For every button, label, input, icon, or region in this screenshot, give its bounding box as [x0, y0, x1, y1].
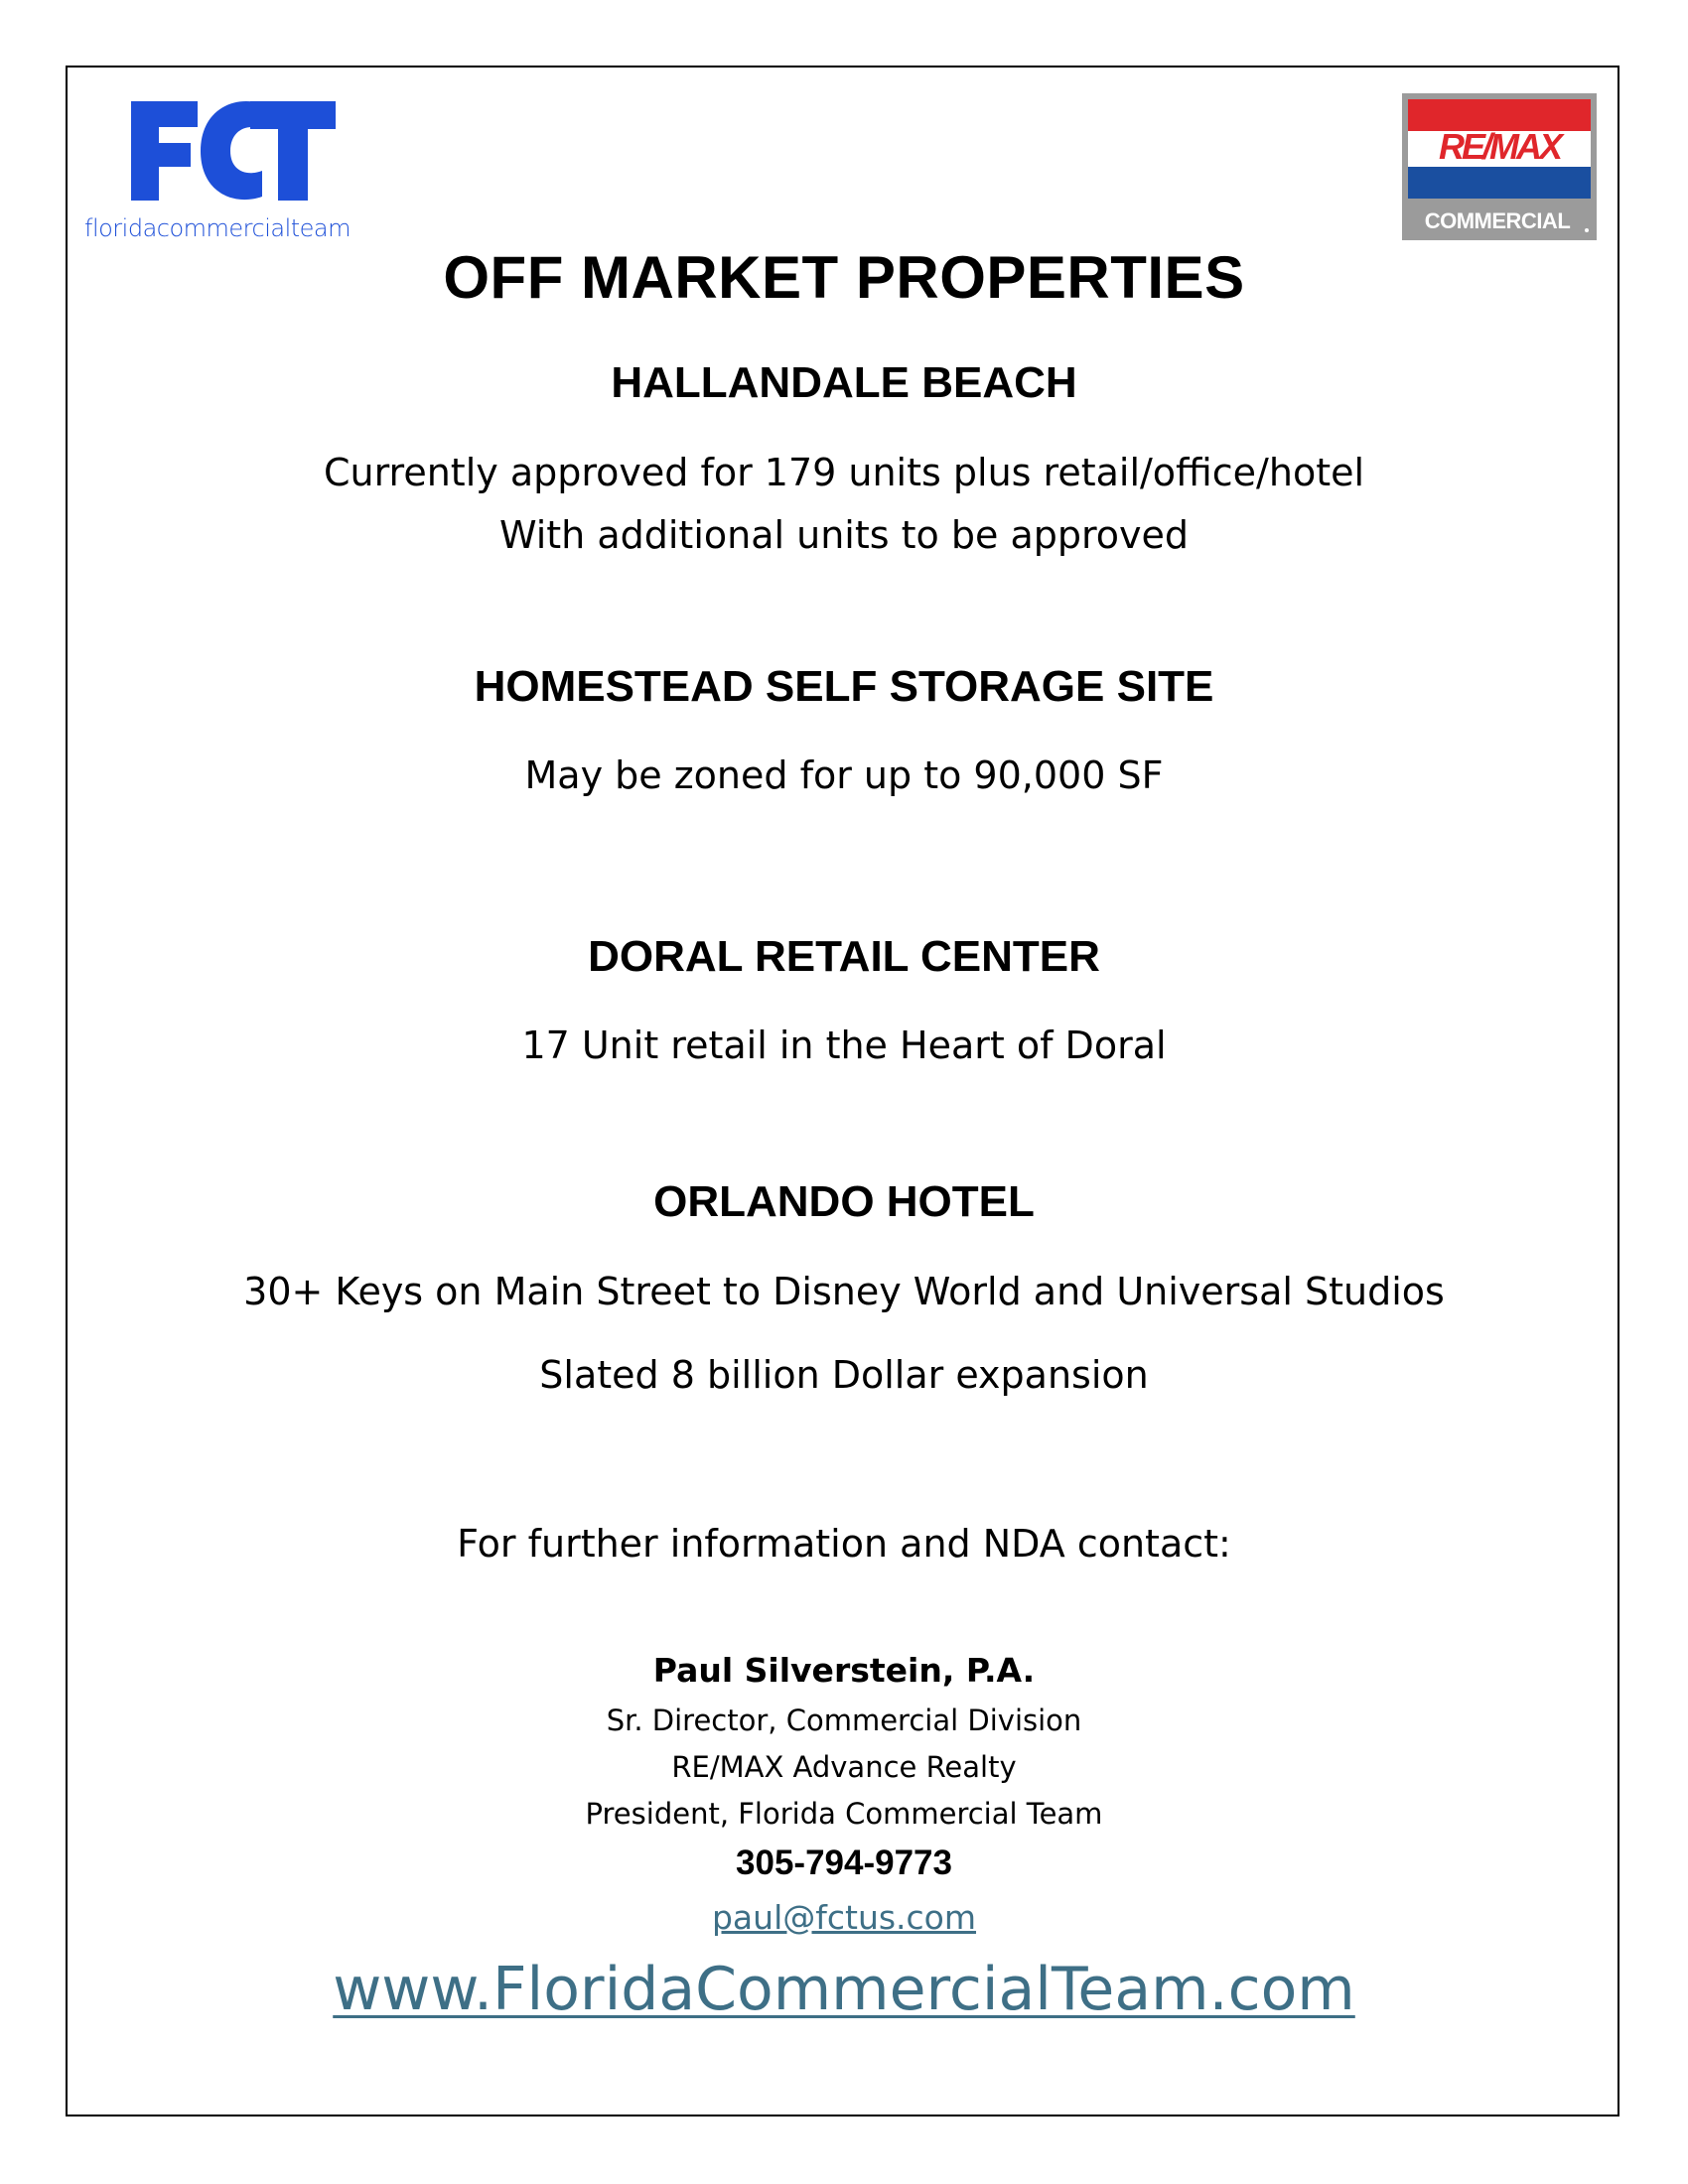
property-detail: 30+ Keys on Main Street to Disney World and Universal Studios	[243, 1270, 1445, 1313]
website-link[interactable]: www.FloridaCommercialTeam.com	[333, 1955, 1355, 2024]
property-heading-doral: DORAL RETAIL CENTER	[588, 932, 1100, 981]
contact-title-line: Sr. Director, Commercial Division	[606, 1704, 1082, 1737]
fct-logo-mark	[83, 97, 342, 206]
property-detail: With additional units to be approved	[498, 513, 1190, 557]
property-heading-orlando: ORLANDO HOTEL	[653, 1177, 1035, 1226]
property-detail: Slated 8 billion Dollar expansion	[539, 1353, 1149, 1397]
property-detail: Currently approved for 179 units plus retail/office/hotel	[323, 451, 1365, 494]
remax-subtitle-text: COMMERCIAL	[1424, 208, 1571, 233]
fct-logo	[83, 97, 391, 248]
remax-brand-text: RE/MAX	[1438, 126, 1561, 167]
contact-name: Paul Silverstein, P.A.	[652, 1651, 1036, 1690]
remax-commercial-logo	[1402, 93, 1597, 240]
contact-title-line: President, Florida Commercial Team	[585, 1797, 1103, 1831]
contact-phone: 305-794-9773	[736, 1843, 952, 1882]
page-title: OFF MARKET PROPERTIES	[443, 244, 1245, 311]
property-detail: May be zoned for up to 90,000 SF	[524, 753, 1164, 797]
contact-title-line: RE/MAX Advance Realty	[671, 1750, 1017, 1784]
contact-intro: For further information and NDA contact:	[457, 1522, 1231, 1566]
contact-email-link[interactable]: paul@fctus.com	[711, 1898, 977, 1937]
property-heading-homestead: HOMESTEAD SELF STORAGE SITE	[474, 662, 1214, 711]
property-detail: 17 Unit retail in the Heart of Doral	[521, 1024, 1167, 1067]
fct-tagline: floridacommercialteam	[84, 214, 352, 242]
remax-logo-graphic	[1402, 93, 1597, 240]
property-heading-hallandale: HALLANDALE BEACH	[611, 358, 1077, 407]
